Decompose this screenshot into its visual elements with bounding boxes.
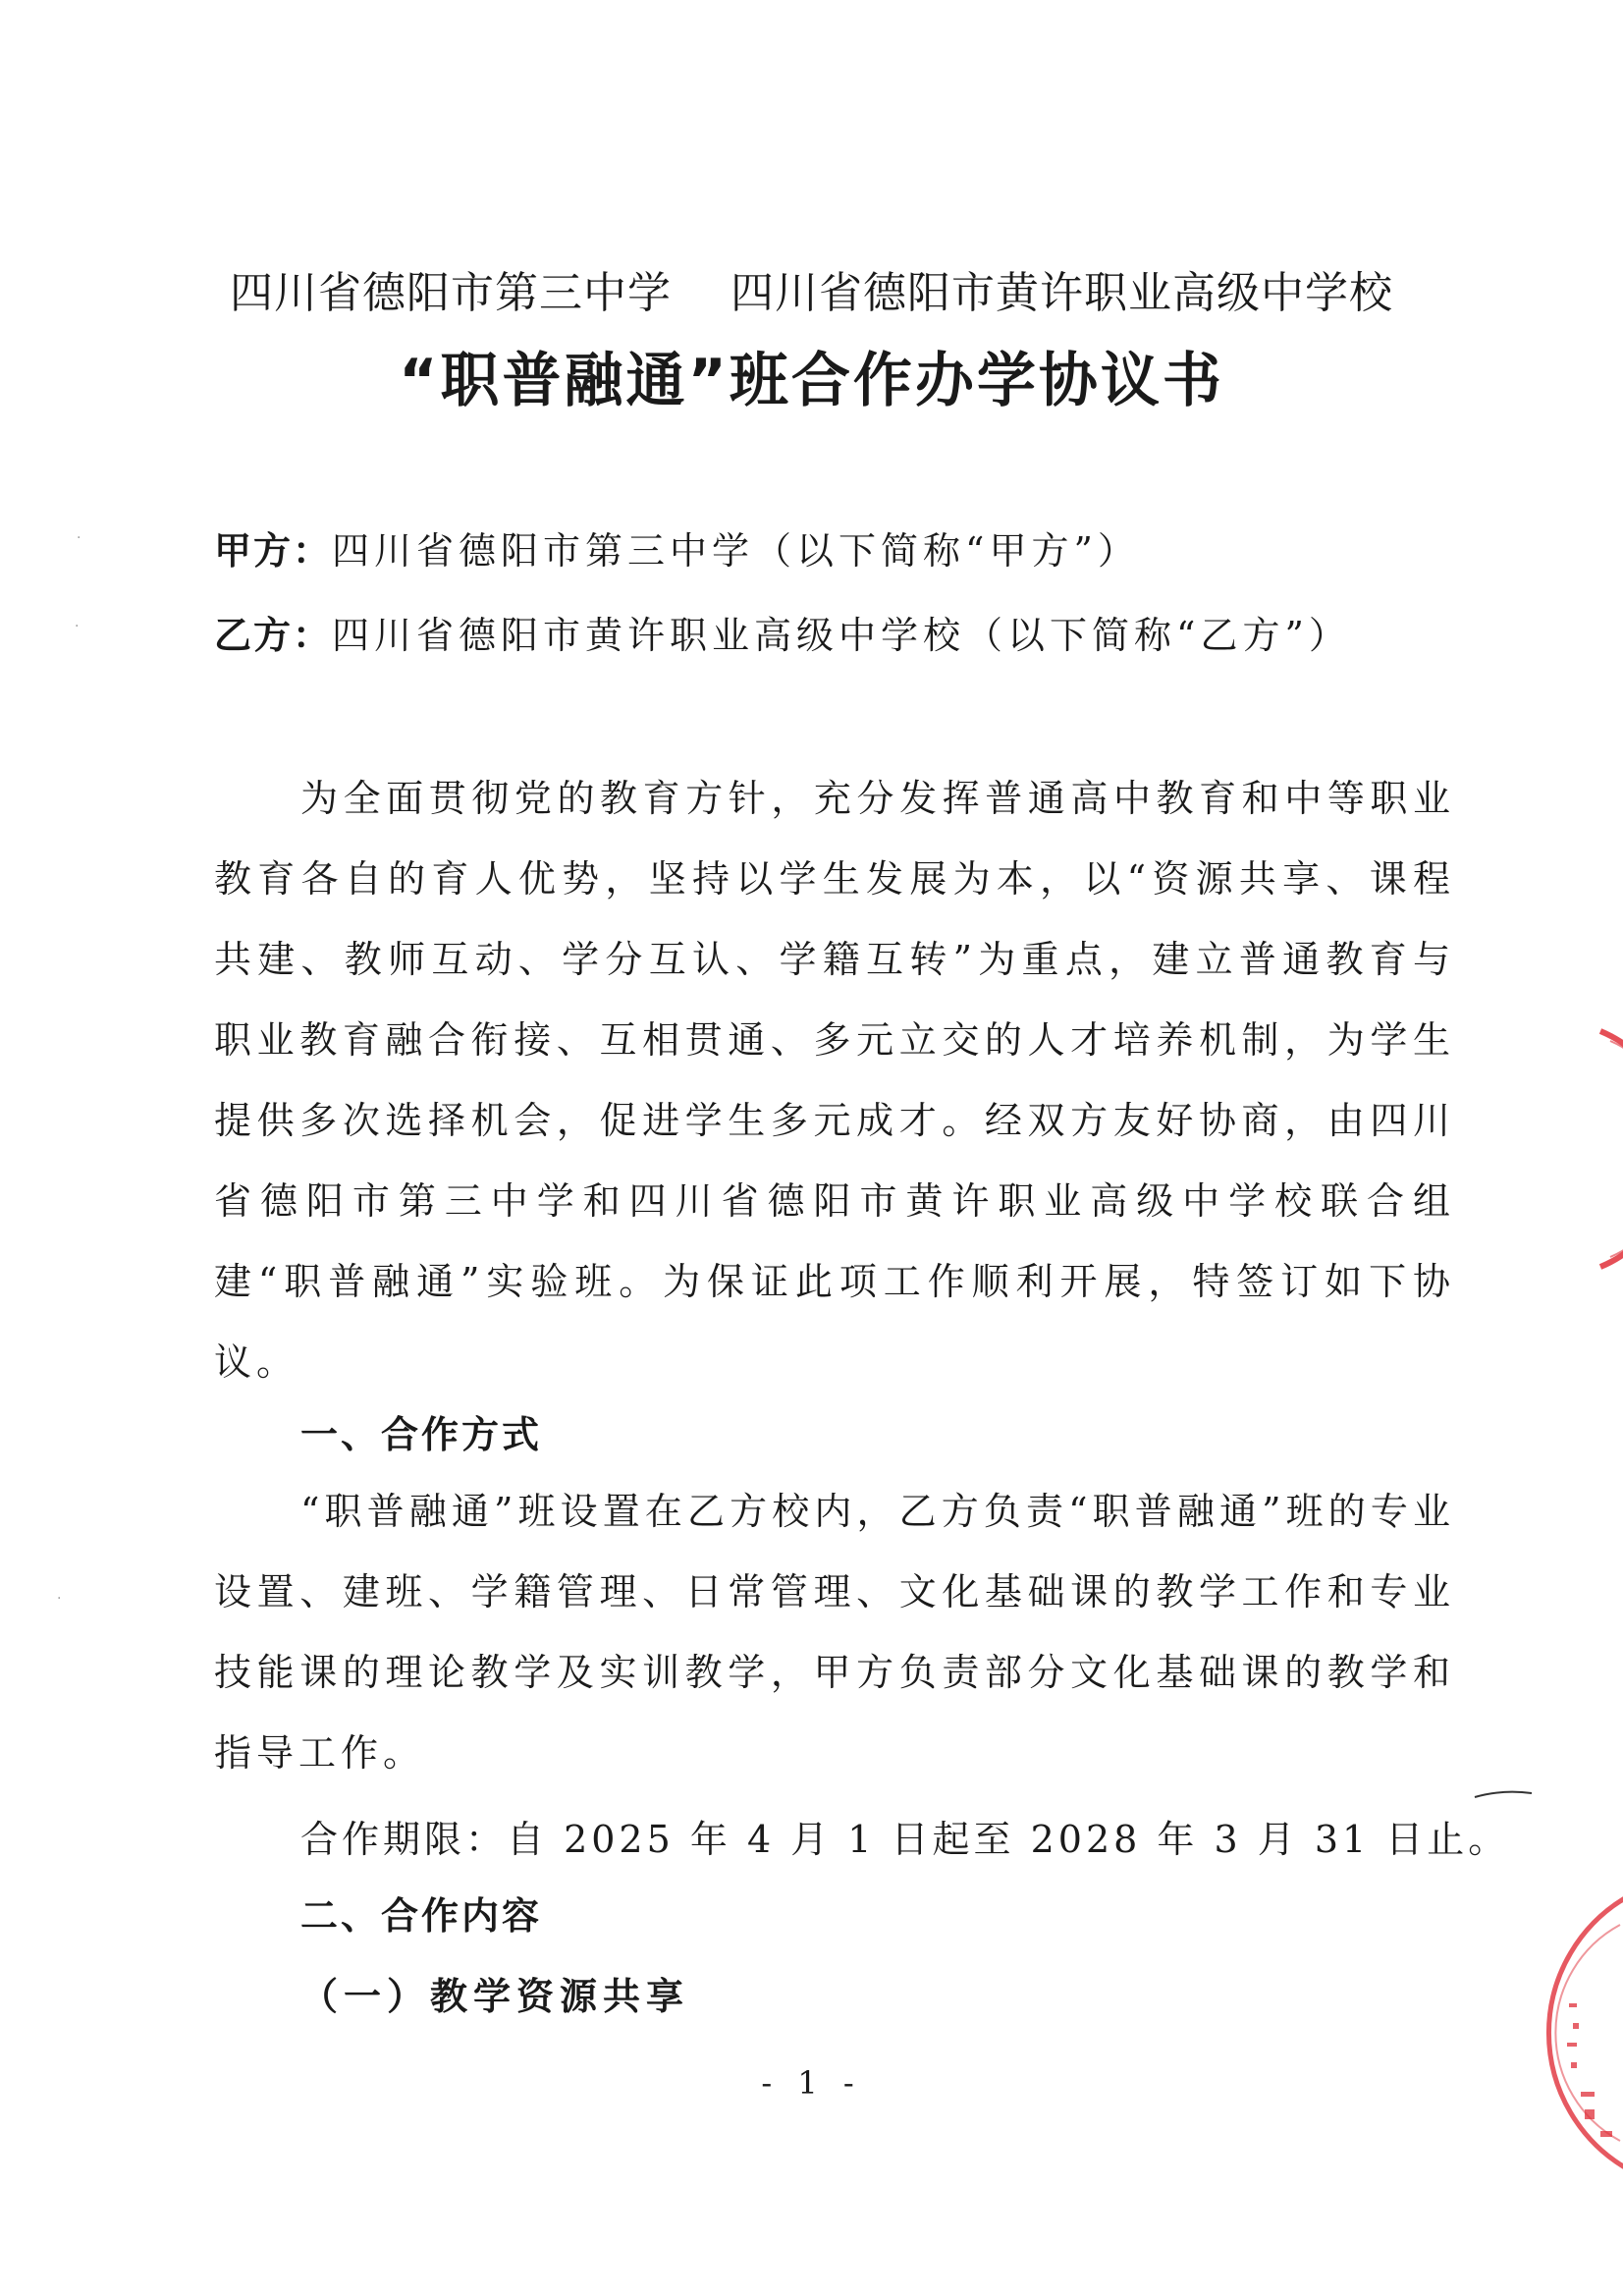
seal-stamp-icon (1532, 1021, 1623, 1277)
page-number: - 1 - (761, 2064, 862, 2102)
party-a-text: 四川省德阳市第三中学（以下简称“甲方”） (332, 529, 1140, 573)
party-a (214, 520, 1140, 574)
section2-heading: 二、合作内容 (300, 1894, 543, 1938)
document-title-schools: 四川省德阳市第三中学 四川省德阳市黄许职业高级中学校 (230, 268, 1393, 318)
pen-stroke-icon (1473, 1785, 1551, 1805)
subsection1-heading: （一）教学资源共享 (300, 1975, 690, 2018)
section1-paragraph: “职普融通”班设置在乙方校内，乙方负责“职普融通”班的专业设置、建班、学籍管理、日常管理、文化基础课的教学工作和专业技能课的理论教学及实训教学，甲方负责部分文化基础课的教学和指导工作。 (214, 1490, 1455, 1775)
cooperation-period: 合作期限：自 2025 年 4 月 1 日起至 2028 年 3 月 31 日止。 (300, 1818, 1510, 1861)
party-b-text: 四川省德阳市黄许职业高级中学校（以下简称“乙方”） (332, 614, 1351, 657)
section1-heading: 一、合作方式 (300, 1413, 543, 1456)
party-b (214, 605, 1351, 659)
scan-mark: · (77, 530, 81, 546)
scan-mark: · (75, 619, 80, 634)
scan-mark: · (57, 1591, 62, 1607)
seal-stamp-bottom-icon (1512, 1886, 1623, 2180)
intro-paragraph: 为全面贯彻党的教育方针，充分发挥普通高中教育和中等职业教育各自的育人优势，坚持以学生发展为本，以“资源共享、课程共建、教师互动、学分互认、学籍互转”为重点，建立普通教育与职业教育融合衔接、互相贯通、多元立交的人才培养机制，为学生提供多次选择机会，促进学生多元成才。经双方友好协商，由四川省德阳市第三中学和四川省德阳市黄许职业高级中学校联合组建“职普融通”实验班。为保证此项工作顺利开展，特签订如下协议。 (214, 777, 1455, 1384)
document-title: “职普融通”班合作办学协议书 (399, 347, 1224, 415)
party-a-label: 甲方： (214, 529, 333, 573)
party-b-label: 乙方： (214, 614, 333, 657)
